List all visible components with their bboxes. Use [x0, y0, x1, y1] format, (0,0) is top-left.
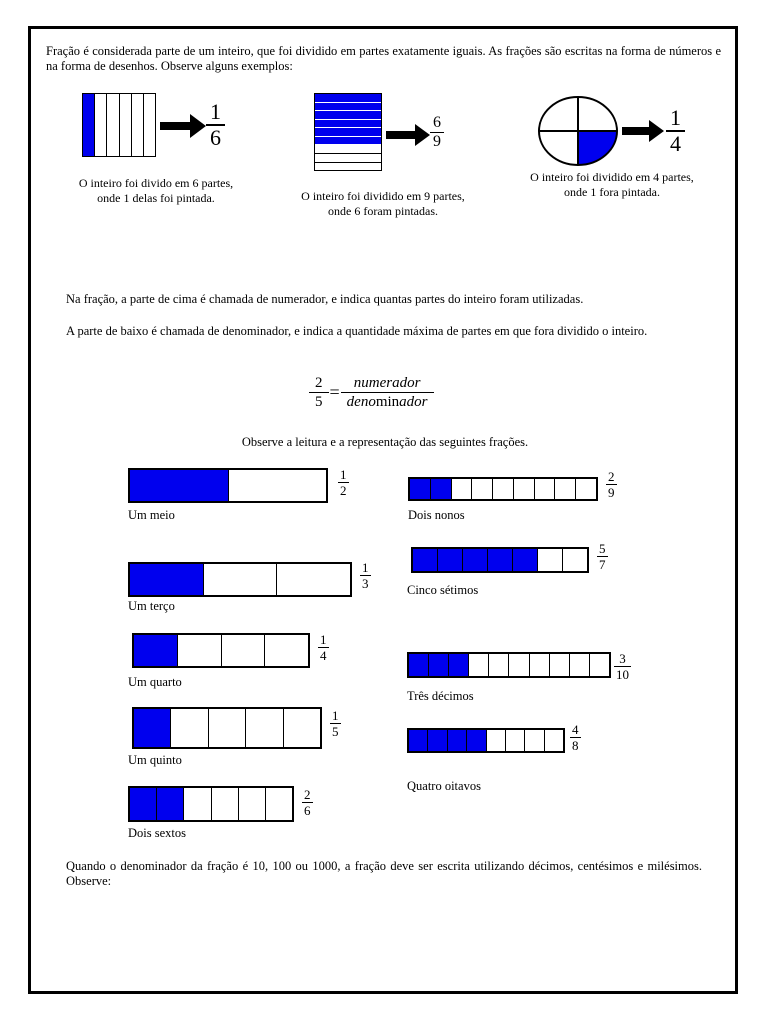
shaded-part [130, 788, 157, 820]
formula-denominator: 5 [315, 394, 323, 410]
shaded-part [130, 564, 204, 595]
unshaded-part [209, 709, 246, 747]
shaded-part [315, 103, 381, 112]
shaded-part [410, 479, 431, 499]
label-one-quarter: Um quarto [128, 675, 182, 689]
fraction-one-third: 1 3 [362, 560, 369, 591]
shaded-part [428, 730, 447, 751]
fraction-one-fifth: 1 5 [332, 708, 339, 739]
fraction-three-tenths: 3 10 [616, 651, 629, 682]
shaded-part [467, 730, 486, 751]
bar-one-quarter [132, 633, 310, 668]
unshaded-part [452, 479, 473, 499]
label-three-tenths: Três décimos [407, 689, 474, 703]
shaded-part [438, 549, 463, 571]
shaded-part [157, 788, 184, 820]
shaded-part [315, 137, 381, 146]
shaded-part [513, 549, 538, 571]
shaded-part [130, 470, 229, 501]
unshaded-part [506, 730, 525, 751]
unshaded-part [144, 94, 155, 156]
unshaded-part [95, 94, 107, 156]
unshaded-part [120, 94, 132, 156]
unshaded-part [550, 654, 570, 676]
unshaded-part [315, 163, 381, 171]
formula-bottom-b: min [375, 394, 400, 410]
unshaded-part [184, 788, 211, 820]
unshaded-part [563, 549, 587, 571]
example-3-arrow [622, 120, 664, 142]
unshaded-part [535, 479, 556, 499]
label-five-sevenths: Cinco sétimos [407, 583, 479, 597]
unshaded-part [277, 564, 350, 595]
shaded-part [315, 120, 381, 129]
unshaded-part [489, 654, 509, 676]
shaded-part [413, 549, 438, 571]
label-four-eighths: Quatro oitavos [407, 779, 481, 793]
numerator: 1 [210, 99, 221, 124]
example-2-fraction [430, 114, 444, 151]
example-1-arrow [160, 114, 206, 138]
bar-one-half [128, 468, 328, 503]
example-3-caption: O inteiro foi dividido em 4 partes, onde 1 fora pintada. [530, 170, 694, 199]
unshaded-part [555, 479, 576, 499]
example-2-arrow [386, 124, 430, 146]
shaded-part [429, 654, 449, 676]
numerator-paragraph: Na fração, a parte de cima é chamada de numerador, e indica quantas partes do inteiro foram utilizadas. [66, 292, 584, 306]
shaded-part [409, 730, 428, 751]
example-1-shape [82, 93, 156, 157]
denominator: 4 [670, 130, 681, 156]
observe-sentence: Observe a leitura e a representação das seguintes frações. [241, 435, 529, 449]
denominator-paragraph: A parte de baixo é chamada de denominador, e indica a quantidade máxima de partes em que fora dividido o inteiro. [66, 324, 648, 338]
example-3-fraction [666, 106, 685, 156]
unshaded-part [132, 94, 144, 156]
shaded-part [134, 709, 171, 747]
shaded-part [134, 635, 178, 666]
unshaded-part [265, 635, 308, 666]
unshaded-part [239, 788, 266, 820]
unshaded-part [212, 788, 239, 820]
unshaded-part [229, 470, 327, 501]
fraction-two-sixths: 2 6 [304, 787, 311, 818]
example-2-shape [314, 93, 382, 171]
fraction-four-eighths: 4 8 [572, 722, 579, 753]
intro-paragraph: Fração é considerada parte de um inteiro, que foi dividido em partes exatamente iguais. As frações são escritas na forma de números e na forma de desenhos. Observe alguns exemplos: [46, 44, 721, 73]
numerator: 6 [433, 114, 441, 131]
example-1-fraction [206, 100, 225, 150]
denominator: 6 [210, 124, 221, 150]
unshaded-part [493, 479, 514, 499]
shaded-part [431, 479, 452, 499]
unshaded-part [545, 730, 563, 751]
formula-numerator: 2 [315, 375, 323, 391]
unshaded-part [178, 635, 222, 666]
unshaded-part [204, 564, 278, 595]
formula-top-word: numerador [353, 375, 421, 391]
label-one-fifth: Um quinto [128, 753, 182, 767]
unshaded-part [266, 788, 292, 820]
bar-one-fifth [132, 707, 322, 749]
bar-three-tenths [407, 652, 611, 678]
unshaded-part [246, 709, 283, 747]
unshaded-part [315, 154, 381, 163]
label-two-sixths: Dois sextos [128, 826, 186, 840]
shaded-part [315, 111, 381, 120]
unshaded-part [107, 94, 119, 156]
unshaded-part [315, 145, 381, 154]
shaded-part [488, 549, 513, 571]
shaded-part [83, 94, 95, 156]
unshaded-part [576, 479, 596, 499]
example-2-caption: O inteiro foi dividido em 9 partes, onde 6 foram pintadas. [301, 189, 465, 218]
shaded-part [315, 94, 381, 103]
bar-two-sixths [128, 786, 294, 822]
fraction-five-sevenths: 5 7 [599, 541, 606, 572]
unshaded-part [538, 549, 563, 571]
label-two-ninths: Dois nonos [408, 508, 465, 522]
bar-one-third [128, 562, 352, 597]
fraction-one-quarter: 1 4 [320, 632, 327, 663]
fraction-two-ninths: 2 9 [608, 469, 615, 500]
bar-two-ninths [408, 477, 598, 501]
unshaded-part [509, 654, 529, 676]
unshaded-part [171, 709, 208, 747]
label-one-third: Um terço [128, 599, 175, 613]
formula-bottom-a: deno [346, 394, 376, 410]
bar-five-sevenths [411, 547, 589, 573]
unshaded-part [469, 654, 489, 676]
unshaded-part [530, 654, 550, 676]
unshaded-part [487, 730, 506, 751]
shaded-part [448, 730, 467, 751]
unshaded-part [284, 709, 320, 747]
shaded-part [409, 654, 429, 676]
unshaded-part [570, 654, 590, 676]
formula-bottom-c: ador [399, 394, 428, 410]
unshaded-part [525, 730, 544, 751]
example-1-caption: O inteiro foi divido em 6 partes, onde 1 delas foi pintada. [78, 176, 234, 205]
example-3-shape [537, 95, 619, 167]
unshaded-part [222, 635, 266, 666]
shaded-part [315, 128, 381, 137]
fraction-one-half: 1 2 [340, 467, 347, 498]
unshaded-part [472, 479, 493, 499]
denominator: 9 [433, 133, 441, 150]
bar-four-eighths [407, 728, 565, 753]
numerator: 1 [670, 105, 681, 130]
fraction-formula: 2 5 = numerador denominador [312, 374, 431, 411]
unshaded-part [514, 479, 535, 499]
shaded-part [463, 549, 488, 571]
unshaded-part [590, 654, 609, 676]
label-one-half: Um meio [128, 508, 175, 522]
closing-paragraph: Quando o denominador da fração é 10, 100 ou 1000, a fração deve ser escrita utilizando décimos, centésimos e milésimos. Observe: [66, 859, 702, 888]
shaded-part [449, 654, 469, 676]
